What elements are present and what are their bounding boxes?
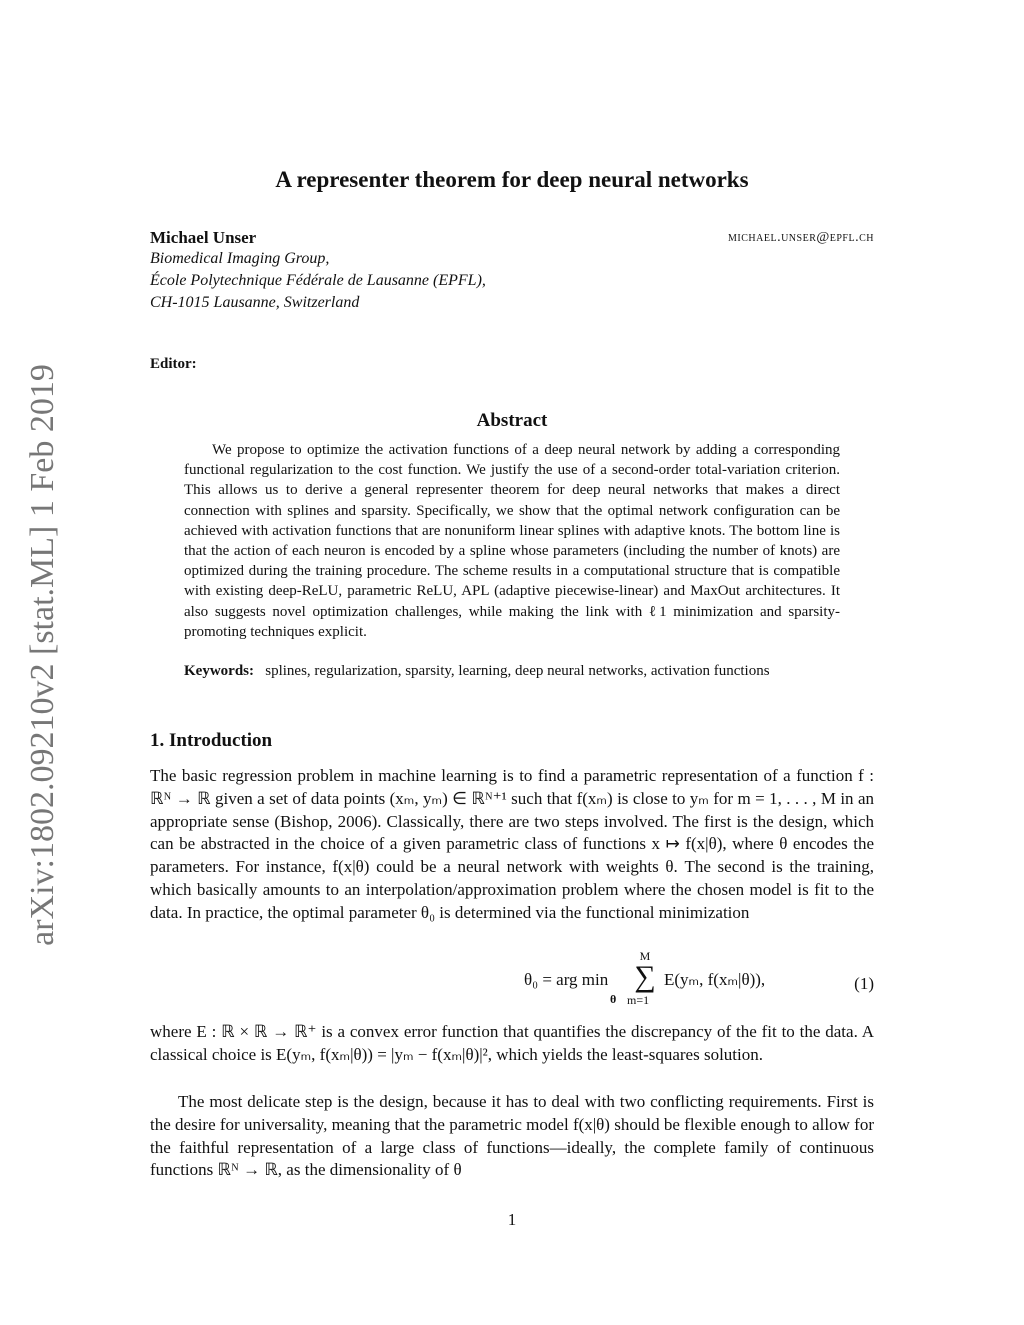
page-number: 1 [507,1210,517,1229]
equation-argmin-subscript: θ [610,992,617,1006]
equation-1 [150,949,874,1016]
author-name: Michael Unser [150,228,257,247]
affiliation-line: École Polytechnique Fédérale de Lausanne (EPFL), [150,272,486,289]
equation-sum [627,949,657,1007]
abstract-heading: Abstract [476,410,548,431]
section-heading-introduction: 1. Introduction [150,730,273,751]
arxiv-identifier: arXiv:1802.09210v2 [stat.ML] 1 Feb 2019 [24,364,61,946]
equation-right: E(yₘ, f(xₘ|θ)), [664,970,766,989]
intro-paragraph: where E : ℝ × ℝ → ℝ⁺ is a convex error function that quantifies the discrepancy of the fit to the data. A classical choice is E(yₘ, f(xₘ|θ)) = |yₘ − f(xₘ|θ)|², which yields the least-squares solution. [150,1022,874,1064]
affiliation-line: CH-1015 Lausanne, Switzerland [150,294,360,311]
equation-number: (1) [854,974,874,993]
affiliation-line: Biomedical Imaging Group, [150,250,330,267]
paper-title: A representer theorem for deep neural networks [275,167,749,192]
author-block [150,228,874,314]
abstract-paragraph: We propose to optimize the activation functions of a deep neural network by adding a corresponding functional regularization to the cost function. We justify the use of a second-order total-variation criterion. This allows us to derive a general representer theorem for deep neural networks that makes a direct connection with splines and sparsity. Specifically, we show that the optimal network configuration can be achieved with activation functions that are nonuniform linear splines with adaptive knots. The bottom line is that the action of each neuron is encoded by a spline whose parameters (including the number of knots) are optimized during the training procedure. The scheme results in a computational structure that is compatible with existing deep-ReLU, parametric ReLU, APL (adaptive piecewise-linear) and MaxOut architectures. It also suggests novel optimization challenges, while making the link with ℓ1 minimization and sparsity-promoting techniques explicit. [184,442,840,640]
intro-paragraph [150,1091,874,1182]
arxiv-sidebar-stamp [20,355,66,955]
keywords-label: Keywords: [184,663,254,679]
keywords [184,661,840,681]
keywords-list: splines, regularization, sparsity, learning, deep neural networks, activation functions [265,663,770,679]
intro-paragraph-text: The most delicate step is the design, because it has to deal with two conflicting requirements. First is the desire for universality, meaning that the parametric model f(x|θ) should be flexible enough to allow for the faithful representation of a large class of functions—ideally, the complete family of continuous functions ℝᴺ → ℝ, as the dimensionality of θ [150,1092,874,1180]
equation-left [524,970,608,990]
equation-argmin: θ₀ = arg min [524,970,609,989]
sum-symbol: ∑ [634,960,656,993]
editor-label: Editor: [150,356,197,372]
author-email: michael.unser@epfl.ch [728,230,874,245]
abstract-text [184,440,840,642]
sum-upper-limit: M [639,949,651,963]
sum-lower-limit: m=1 [627,993,650,1007]
intro-paragraph: The basic regression problem in machine learning is to find a parametric representation of a function f : ℝᴺ → ℝ given a set of data points (xₘ, yₘ) ∈ ℝᴺ⁺¹ such that f(xₘ) is close to yₘ for m = 1, . . . , M in an appropriate sense (Bishop, 2006). Classically, there are two steps involved. The first is the design, which can be abstracted in the choice of a given parametric class of functions x ↦ f(x|θ), where θ encodes the parameters. For instance, f(x|θ) could be a neural network with weights θ. The second is the training, which basically amounts to an interpolation/approximation problem where the chosen model is fit to the data. In practice, the optimal parameter θ₀ is determined via the functional minimization [150,766,874,922]
